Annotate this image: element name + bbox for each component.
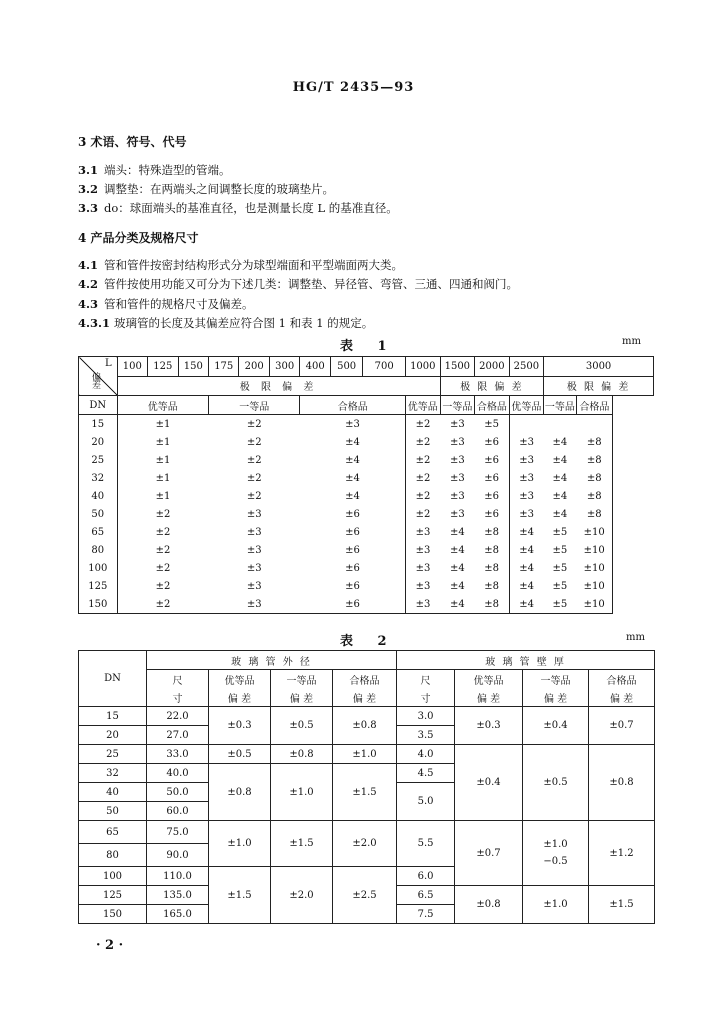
wall-dev-cell: ±0.7 [589,707,655,745]
wall-cell: 3.5 [397,726,455,745]
dev-cell: ±5 [552,580,568,592]
grade-header: 一等品 [544,396,577,415]
dn-cell: 32 [79,764,147,783]
grade-header: 合格品 [300,396,406,415]
table-row [79,469,654,487]
length-header: 1500 [440,357,475,377]
dev-cell: ±6 [300,559,406,577]
dn-cell: 25 [79,451,118,469]
wall-dev-cell: ±1.2 [589,821,655,886]
clause-3-1 [78,162,231,178]
wall-dev-lower: −0.5 [543,856,568,867]
dev-cell: ±3 [246,526,262,538]
table-2 [78,650,655,924]
dev-cell: ±3 [519,454,535,466]
dev-cell: ±6 [475,505,510,523]
od-dev-cell: ±0.5 [209,745,271,764]
od-dev-cell: ±0.5 [271,707,333,745]
dn-cell: 80 [79,541,118,559]
od-dev-cell: ±1.0 [209,821,271,867]
table2-unit: mm [626,632,645,643]
dev-cell [509,415,544,434]
dev-cell: ±2 [246,472,262,484]
group-header: 极 限 偏 差 [440,376,544,396]
clause-number: 3.2 [78,182,99,196]
clause-text: 端头：特殊造型的管端。 [104,163,231,177]
clause-text: 管件按使用功能又可分为下述几类：调整垫、异径管、弯管、三通、四通和阀门。 [104,277,518,291]
od-cell: 165.0 [147,905,209,924]
length-header: 200 [239,357,269,377]
od-cell: 40.0 [147,764,209,783]
dev-cell: ±3 [415,562,431,574]
dev-cell: ±3 [415,526,431,538]
dev-cell: ±2 [246,436,262,448]
length-header: 150 [178,357,208,377]
dn-cell: 20 [79,726,147,745]
dev-cell: ±5 [544,595,577,614]
grade3-header: 合格品 [589,670,655,689]
dev-cell [544,415,577,434]
clause-number: 4.2 [78,277,99,291]
wall-cell: 6.5 [397,886,455,905]
table-row [79,821,655,844]
dev-cell: ±6 [300,541,406,559]
dn-cell: 100 [79,867,147,886]
clause-text: do：球面端头的基准直径，也是测量长度 L 的基准直径。 [104,201,398,215]
table1-unit: mm [622,336,641,347]
dev-cell: ±3 [449,454,465,466]
length-header: 100 [117,357,147,377]
wall-cell: 5.0 [397,783,455,821]
dev-cell [576,415,613,434]
table-row [79,577,654,595]
dev-cell: ±5 [552,544,568,556]
table1-grade-row [79,396,654,415]
table-row [79,541,654,559]
od-dev-cell: ±0.3 [209,707,271,745]
dev-cell: ±3 [519,436,535,448]
dev-cell: ±4 [552,472,568,484]
dev-cell: ±4 [509,595,544,614]
grade-header: 优等品 [509,396,544,415]
group-header: 极 限 偏 差 [117,376,440,396]
dev-cell: ±4 [519,544,535,556]
od-cell: 110.0 [147,867,209,886]
grade1-header: 优等品 [209,670,271,689]
table-row [79,523,654,541]
dev-cell: ±4 [519,526,535,538]
grade1-dev-header: 偏 差 [209,688,271,707]
table1-group-row [79,376,654,396]
dev-cell: ±3 [246,544,262,556]
dev-cell: ±6 [475,487,510,505]
dev-cell: ±3 [449,418,465,430]
dev-cell: ±4 [552,508,568,520]
dn-cell: 150 [79,595,118,614]
clause-3-2 [78,181,334,197]
corner-l-label: L [104,358,112,369]
dev-cell: ±4 [449,544,465,556]
page-number: · 2 · [96,938,124,953]
dev-cell: ±2 [415,454,431,466]
corner-dev-label: 偏差 [90,372,100,388]
dev-cell: ±8 [576,469,613,487]
table-row [79,595,654,614]
dev-cell: ±4 [440,595,475,614]
dev-cell: ±2 [415,490,431,502]
od-dev-cell: ±0.8 [333,707,397,745]
length-header: 500 [330,357,363,377]
dev-cell: ±10 [576,595,613,614]
dn-cell: 150 [79,905,147,924]
size-header: 寸 [147,688,209,707]
grade3-header: 合格品 [333,670,397,689]
dev-cell: ±4 [552,454,568,466]
dev-cell: ±2 [415,418,431,430]
dev-cell: ±6 [300,505,406,523]
table1-title: 表 1 [340,339,397,354]
dn-cell: 100 [79,559,118,577]
dn-cell: 25 [79,745,147,764]
clause-text: 管和管件的规格尺寸及偏差。 [104,297,254,311]
wall-dev-upper: ±1.0 [543,839,568,850]
clause-4-1 [78,257,403,273]
dev-cell: ±3 [519,472,535,484]
od-cell: 50.0 [147,783,209,802]
od-dev-cell: ±2.0 [271,867,333,924]
group-wall-header: 玻 璃 管 壁 厚 [397,651,655,670]
grade2-header: 一等品 [523,670,589,689]
od-cell: 27.0 [147,726,209,745]
dev-cell: ±3 [449,472,465,484]
od-dev-cell: ±2.5 [333,867,397,924]
dev-cell: ±3 [519,490,535,502]
dev-cell: ±8 [475,541,510,559]
wall-dev-cell [523,821,589,886]
grade3-dev-header: 偏 差 [333,688,397,707]
dn-cell: 125 [79,886,147,905]
document-header: HG/T 2435—93 [292,80,415,95]
dn-cell: 125 [79,577,118,595]
wall-dev-cell: ±1.5 [589,886,655,924]
dn-cell: 20 [79,433,118,451]
dev-cell: ±6 [475,451,510,469]
od-cell: 60.0 [147,802,209,821]
wall-cell: 5.5 [397,821,455,867]
clause-4-3-1 [78,315,373,331]
dev-cell: ±1 [155,418,171,430]
grade1-dev-header: 偏 差 [455,688,523,707]
dev-cell: ±6 [300,595,406,614]
dev-cell: ±6 [300,577,406,595]
dev-cell: ±3 [209,595,300,614]
grade-header: 优等品 [117,396,208,415]
grade1-header: 优等品 [455,670,523,689]
clause-3-3 [78,200,398,216]
dev-cell: ±8 [475,523,510,541]
dn-cell: 80 [79,844,147,867]
wall-cell: 6.0 [397,867,455,886]
dev-cell: ±3 [246,562,262,574]
dev-cell: ±1 [155,472,171,484]
table2-header-row-2 [79,670,655,689]
clause-number: 3.3 [78,201,99,215]
table1-length-row [79,357,654,377]
dev-cell: ±2 [117,595,208,614]
dev-cell: ±4 [519,580,535,592]
wall-cell: 4.5 [397,764,455,783]
wall-cell: 4.0 [397,745,455,764]
wall-cell: 3.0 [397,707,455,726]
dev-cell: ±2 [415,436,431,448]
od-cell: 33.0 [147,745,209,764]
wall-dev-cell: ±1.0 [523,886,589,924]
grade-header: 合格品 [576,396,613,415]
dev-cell: ±2 [155,544,171,556]
dev-cell: ±3 [415,544,431,556]
table-row [79,505,654,523]
dev-cell: ±3 [300,415,406,434]
dev-cell: ±4 [449,562,465,574]
wall-dev-cell: ±0.5 [523,745,589,821]
table-row [79,451,654,469]
size-header: 尺 [397,670,455,689]
dev-cell: ±1 [155,454,171,466]
clause-4-2 [78,276,518,292]
dev-cell: ±8 [576,433,613,451]
dev-cell: ±5 [475,415,510,434]
od-dev-cell: ±2.0 [333,821,397,867]
od-dev-cell: ±0.8 [271,745,333,764]
dn-cell: 40 [79,487,118,505]
dev-cell: ±6 [475,433,510,451]
dev-cell: ±10 [576,523,613,541]
wall-dev-cell: ±0.8 [589,745,655,821]
grade-header: 一等品 [209,396,300,415]
clause-number: 3.1 [78,163,99,177]
table1-corner-cell [79,357,118,396]
table-row [79,745,655,764]
od-dev-cell: ±1.0 [271,764,333,821]
od-dev-cell: ±1.5 [209,867,271,924]
dev-cell: ±4 [519,562,535,574]
dev-cell: ±2 [155,508,171,520]
length-header: 300 [269,357,299,377]
size-header: 尺 [147,670,209,689]
dn-header: DN [79,651,147,707]
od-cell: 75.0 [147,821,209,844]
grade2-dev-header: 偏 差 [271,688,333,707]
od-dev-cell: ±0.8 [209,764,271,821]
table-row [79,415,654,434]
wall-dev-cell: ±0.4 [523,707,589,745]
dev-cell: ±4 [300,451,406,469]
dev-cell: ±2 [246,418,262,430]
dev-cell: ±2 [246,490,262,502]
dev-cell: ±1 [155,436,171,448]
od-cell: 135.0 [147,886,209,905]
clause-text: 玻璃管的长度及其偏差应符合图 1 和表 1 的规定。 [114,316,374,330]
dev-cell: ±2 [155,562,171,574]
clause-text: 调整垫：在两端头之间调整长度的玻璃垫片。 [104,182,334,196]
group-od-header: 玻 璃 管 外 径 [147,651,397,670]
dn-header: DN [79,396,118,415]
grade3-dev-header: 偏 差 [589,688,655,707]
dev-cell: ±8 [576,505,613,523]
table-row [79,707,655,726]
length-header: 125 [148,357,178,377]
table-row [79,559,654,577]
wall-cell: 7.5 [397,905,455,924]
dn-cell: 15 [79,707,147,726]
length-header: 400 [300,357,330,377]
dev-cell: ±10 [576,577,613,595]
dn-cell: 50 [79,802,147,821]
dev-cell: ±3 [246,580,262,592]
table2-title: 表 2 [340,634,397,649]
dev-cell: ±3 [246,508,262,520]
wall-dev-cell: ±0.8 [455,886,523,924]
grade2-dev-header: 偏 差 [523,688,589,707]
clause-number: 4.3 [78,297,99,311]
dn-cell: 15 [79,415,118,434]
dev-cell: ±1 [155,490,171,502]
dev-cell: ±2 [155,526,171,538]
dn-cell: 32 [79,469,118,487]
clause-text: 管和管件按密封结构形式分为球型端面和平型端面两大类。 [104,258,403,272]
wall-dev-cell: ±0.4 [455,745,523,821]
dev-cell: ±6 [300,523,406,541]
table-row [79,433,654,451]
od-dev-cell: ±1.0 [333,745,397,764]
dev-cell: ±6 [475,469,510,487]
dev-cell: ±3 [406,595,441,614]
dn-cell: 50 [79,505,118,523]
dev-cell: ±8 [576,487,613,505]
grade-header: 一等品 [440,396,475,415]
dev-cell: ±4 [300,433,406,451]
dev-cell: ±3 [449,490,465,502]
dn-cell: 65 [79,523,118,541]
dev-cell: ±8 [475,577,510,595]
dev-cell: ±5 [552,526,568,538]
dev-cell: ±8 [475,595,510,614]
dev-cell: ±8 [576,451,613,469]
length-header: 3000 [544,357,654,377]
length-header: 1000 [406,357,441,377]
grade-header: 合格品 [475,396,510,415]
dev-cell: ±3 [415,580,431,592]
group-header: 极 限 偏 差 [544,376,654,396]
dev-cell: ±4 [449,580,465,592]
dev-cell: ±3 [519,508,535,520]
grade-header: 优等品 [406,396,441,415]
dev-cell: ±2 [246,454,262,466]
dev-cell: ±2 [415,472,431,484]
dev-cell: ±5 [552,562,568,574]
clause-number: 4.3.1 [78,316,111,330]
od-dev-cell: ±1.5 [333,764,397,821]
table2-header-row-1 [79,651,655,670]
od-dev-cell: ±1.5 [271,821,333,867]
dev-cell: ±3 [449,508,465,520]
dn-cell: 65 [79,821,147,844]
dn-cell: 40 [79,783,147,802]
dev-cell: ±2 [155,580,171,592]
dev-cell: ±10 [576,559,613,577]
dev-cell: ±4 [449,526,465,538]
dev-cell: ±2 [415,508,431,520]
length-header: 2000 [475,357,510,377]
length-header: 2500 [509,357,544,377]
clause-number: 4.1 [78,258,99,272]
length-header: 175 [209,357,239,377]
od-cell: 22.0 [147,707,209,726]
clause-4-3 [78,296,254,312]
wall-dev-cell: ±0.3 [455,707,523,745]
dev-cell: ±10 [576,541,613,559]
dev-cell: ±8 [475,559,510,577]
size-header: 寸 [397,688,455,707]
dev-cell: ±3 [449,436,465,448]
table-1 [78,356,654,614]
od-cell: 90.0 [147,844,209,867]
table2-header-row-3 [79,688,655,707]
section-4-title: 4 产品分类及规格尺寸 [78,231,199,245]
grade2-header: 一等品 [271,670,333,689]
dev-cell: ±4 [552,490,568,502]
wall-dev-cell: ±0.7 [455,821,523,886]
section-3-title: 3 术语、符号、代号 [78,135,187,149]
length-header: 700 [363,357,406,377]
dev-cell: ±4 [552,436,568,448]
dev-cell: ±4 [300,487,406,505]
table-row [79,487,654,505]
dev-cell: ±4 [300,469,406,487]
